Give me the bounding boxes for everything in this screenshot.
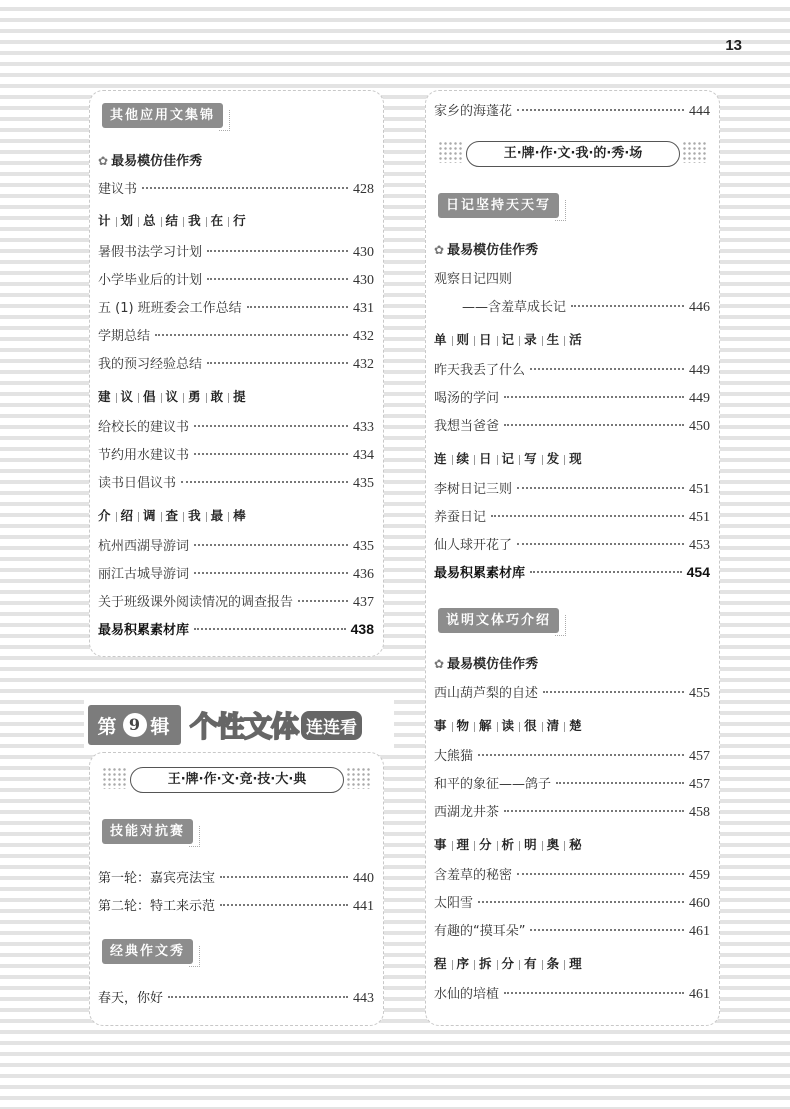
dot-pattern-icon — [102, 767, 126, 789]
toc-entry-bold[interactable]: 最易积累素材库 454 — [434, 564, 710, 581]
toc-entry[interactable]: ——含羞草成长记 446 — [462, 300, 710, 315]
toc-entry[interactable]: 养蚕日记 451 — [434, 510, 710, 525]
section-tag-classic: 经典作文秀 — [102, 939, 193, 964]
subheading-procedure: 程 序 拆 分 有 条 理 — [434, 956, 583, 971]
toc-entry[interactable]: 丽江古城导游词 436 — [98, 567, 374, 582]
toc-entry-title[interactable]: 观察日记四则 — [434, 272, 513, 287]
category-heading: ✿ 最易模仿佳作秀 — [98, 154, 203, 169]
toc-entry[interactable]: 西山葫芦梨的自述 455 — [434, 686, 710, 701]
toc-entry[interactable]: 西湖龙井茶 458 — [434, 805, 710, 820]
toc-entry[interactable]: 水仙的培植 461 — [434, 987, 710, 1002]
toc-entry[interactable]: 太阳雪 460 — [434, 896, 710, 911]
toc-entry[interactable]: 昨天我丢了什么 449 — [434, 363, 710, 378]
subheading-single-diary: 单 则 日 记 录 生 活 — [434, 332, 583, 347]
toc-entry[interactable]: 我的预习经验总结 432 — [98, 357, 374, 372]
toc-entry[interactable]: 家乡的海蓬花 444 — [434, 104, 710, 119]
chapter-number-banner: 第 9 辑 — [88, 705, 181, 745]
toc-entry-bold[interactable]: 最易积累素材库 438 — [98, 621, 374, 638]
subheading-reasoning: 事 理 分 析 明 奥 秘 — [434, 837, 583, 852]
gear-icon: ✿ — [434, 243, 445, 257]
subheading-things: 事 物 解 读 很 清 楚 — [434, 718, 583, 733]
toc-entry[interactable]: 和平的象征——鸽子 457 — [434, 777, 710, 792]
subheading-continuous-diary: 连 续 日 记 写 发 现 — [434, 451, 583, 466]
page-number: 13 — [725, 37, 742, 54]
left-toc-panel — [89, 90, 384, 657]
dot-pattern-icon — [438, 141, 462, 163]
toc-entry[interactable]: 春天，你好 443 — [98, 991, 374, 1006]
gear-icon: ✿ — [98, 154, 109, 168]
toc-entry[interactable]: 读书日倡议书 435 — [98, 476, 374, 491]
toc-entry[interactable]: 仙人球开花了 453 — [434, 538, 710, 553]
subheading-plan: 计 划 总 结 我 在 行 — [98, 213, 247, 228]
toc-entry[interactable]: 学期总结 432 — [98, 329, 374, 344]
dot-pattern-icon — [682, 141, 706, 163]
left-toc-panel-bottom — [89, 752, 384, 1026]
toc-entry[interactable]: 喝汤的学问 449 — [434, 391, 710, 406]
toc-entry[interactable]: 大熊猫 457 — [434, 749, 710, 764]
toc-entry[interactable]: 我想当爸爸 450 — [434, 419, 710, 434]
category-heading: ✿ 最易模仿佳作秀 — [434, 657, 539, 672]
section-tag-skills: 技能对抗赛 — [102, 819, 193, 844]
toc-entry[interactable]: 含羞草的秘密 459 — [434, 868, 710, 883]
toc-entry[interactable]: 五 (1) 班班委会工作总结 431 — [98, 301, 374, 316]
section-tag-diary: 日记坚持天天写 — [438, 193, 559, 218]
subheading-suggest: 建 议 倡 议 勇 敢 提 — [98, 389, 247, 404]
section-pill-competition: 王·牌·作·文·竞·技·大·典 — [130, 767, 344, 793]
toc-entry[interactable]: 第二轮：特工来示范 441 — [98, 899, 374, 914]
toc-entry[interactable]: 建议书 428 — [98, 182, 374, 197]
section-tag-expository: 说明文体巧介绍 — [438, 608, 559, 633]
toc-entry[interactable]: 有趣的“摸耳朵” 461 — [434, 924, 710, 939]
toc-entry[interactable]: 节约用水建议书 434 — [98, 448, 374, 463]
toc-entry[interactable]: 关于班级课外阅读情况的调查报告 437 — [98, 595, 374, 610]
toc-entry[interactable]: 小学毕业后的计划 430 — [98, 273, 374, 288]
category-heading: ✿ 最易模仿佳作秀 — [434, 243, 539, 258]
toc-entry[interactable]: 李树日记三则 451 — [434, 482, 710, 497]
subheading-intro: 介 绍 调 查 我 最 棒 — [98, 508, 247, 523]
section-pill-showcase: 王·牌·作·文·我·的·秀·场 — [466, 141, 680, 167]
dot-pattern-icon — [346, 767, 370, 789]
toc-entry[interactable]: 杭州西湖导游词 435 — [98, 539, 374, 554]
toc-entry[interactable]: 第一轮：嘉宾亮法宝 440 — [98, 871, 374, 886]
right-toc-panel — [425, 90, 720, 1026]
toc-entry[interactable]: 给校长的建议书 433 — [98, 420, 374, 435]
toc-entry[interactable]: 暑假书法学习计划 430 — [98, 245, 374, 260]
gear-icon: ✿ — [434, 657, 445, 671]
section-tag-other-apps: 其他应用文集锦 — [102, 103, 223, 128]
chapter-title: 个性文体 连连看 — [190, 705, 362, 745]
